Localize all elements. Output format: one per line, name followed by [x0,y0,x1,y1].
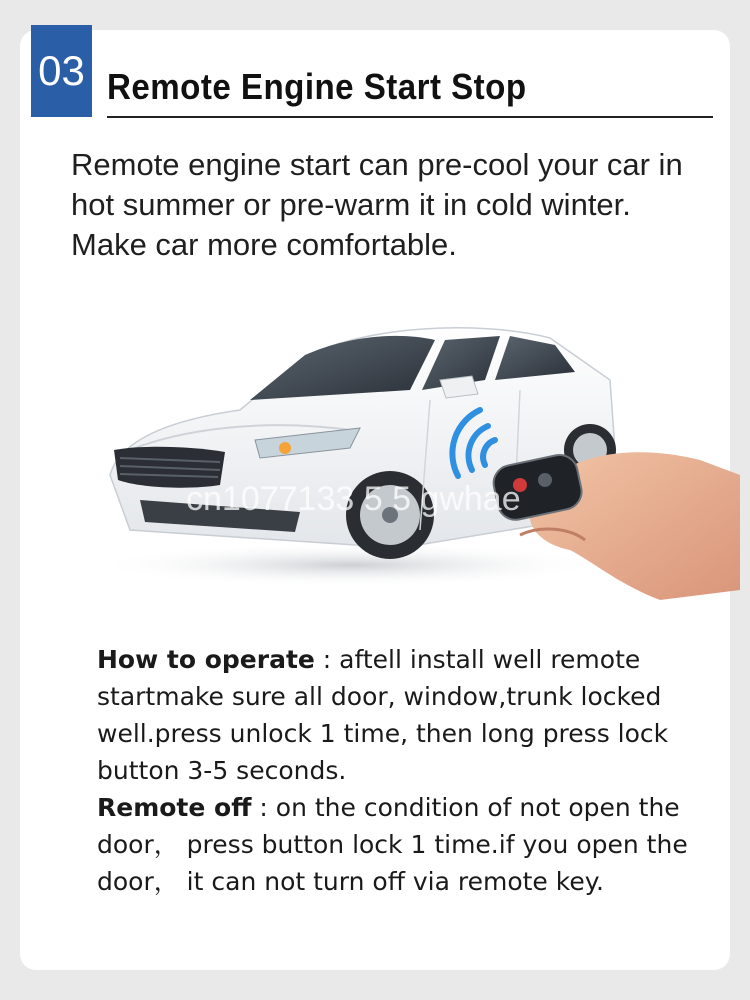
car-shadow [100,543,610,587]
title-underline [107,116,713,118]
remote-off-text: : on the condition of not open the door， press button lock 1 time.if you open the door， it can not turn off via remote key. [97,793,688,896]
how-to-operate-paragraph [97,641,697,789]
car-with-remote-illustration [100,300,740,610]
section-number-badge: 03 [31,25,92,117]
remote-off-label: Remote off [97,793,252,822]
remote-off-paragraph [97,789,697,900]
instructions-block [97,641,697,900]
section-title: Remote Engine Start Stop [107,66,527,107]
intro-text: Remote engine start can pre-cool your car in hot summer or pre-warm it in cold winter. Make car more comfortable. [71,147,683,262]
how-to-operate-label: How to operate [97,645,315,674]
image-watermark: cn1077133 5 5 gwhae [186,480,521,518]
how-to-operate-text: : aftell install well remote startmake sure all door, window,trunk locked well.press unlock 1 time, then long press lock button 3-5 seconds. [97,645,669,785]
